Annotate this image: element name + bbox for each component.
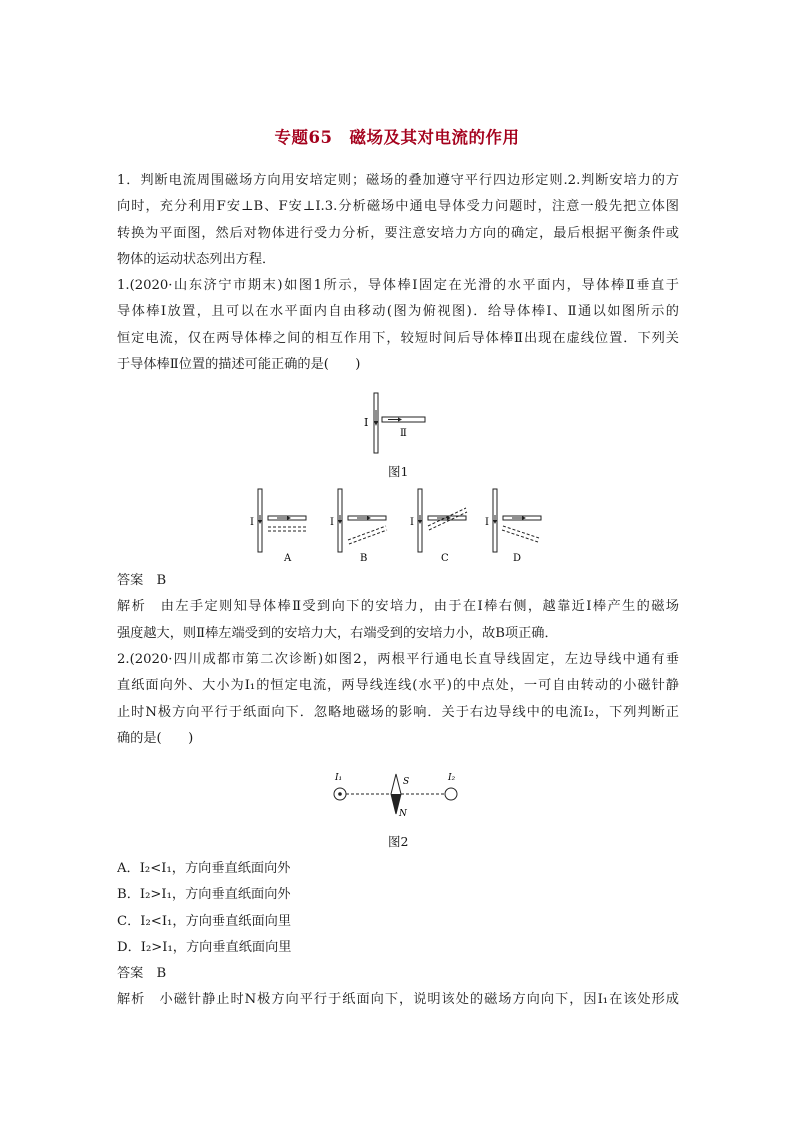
analysis-line: 解析 由左手定则知导体棒Ⅱ受到向下的安培力，由于在Ⅰ棒右侧，越靠近Ⅰ棒产生的磁场 — [117, 599, 679, 615]
question-line: 于导体棒Ⅱ位置的描述可能正确的是( ) — [117, 356, 361, 372]
option-b-label: B — [360, 553, 368, 564]
figure-2-caption: 图2 — [388, 834, 409, 849]
question-2 — [117, 647, 679, 752]
question-line: 直纸面向外、大小为I₁的恒定电流，两导线连线(水平)的中点处，一可自由转动的小磁针静 — [117, 678, 679, 694]
i2-label: I₂ — [448, 773, 456, 783]
figure-1-diagram — [360, 388, 440, 460]
figure-1-options — [245, 486, 555, 568]
option-b: B．I₂>I₁，方向垂直纸面向外 — [117, 887, 291, 903]
figure-1-caption: 图1 — [388, 464, 409, 479]
answer-line: 答案 B — [117, 573, 167, 588]
intro-line: 向时，充分利用F安⊥B、F安⊥I.3.分析磁场中通电导体受力问题时，注意一般先把立体图 — [117, 199, 679, 215]
intro-paragraph — [117, 168, 679, 273]
n-pole-label: N — [399, 809, 407, 819]
current-arrow-head-icon — [398, 418, 402, 422]
intro-line: 1．判断电流周围磁场方向用安培定则；磁场的叠加遵守平行四边形定则.2.判断安培力的方 — [117, 173, 679, 188]
question-line: 恒定电流，仅在两导体棒之间的相互作用下，较短时间后导体棒Ⅱ出现在虚线位置．下列关 — [117, 330, 679, 346]
rod-label: Ⅰ — [330, 517, 334, 528]
option-d-diagram — [485, 489, 541, 564]
option-d-label: D — [513, 553, 522, 564]
option-d: D．I₂>I₁，方向垂直纸面向里 — [117, 939, 292, 955]
option-b-diagram — [330, 489, 387, 564]
out-of-page-dot-icon — [338, 792, 342, 796]
question-line: 止时N极方向平行于纸面向下．忽略地磁场的影响．关于右边导线中的电流I₂，下列判断正 — [117, 704, 679, 720]
option-a-diagram — [250, 489, 306, 564]
rod-2-label: Ⅱ — [400, 428, 407, 439]
i1-label: I₁ — [335, 773, 343, 783]
page-title: 专题65 磁场及其对电流的作用 — [274, 128, 520, 147]
rod-1-label: Ⅰ — [364, 416, 369, 429]
question-2-options — [117, 856, 679, 1014]
question-line: 2.(2020·四川成都市第二次诊断)如图2，两根平行通电长直导线固定，左边导线中通有垂 — [117, 652, 679, 667]
question-1 — [117, 273, 679, 378]
figure-2-diagram — [328, 770, 468, 826]
intro-line: 物体的运动状态列出方程． — [117, 251, 276, 267]
question-line: 确的是( ) — [117, 730, 194, 746]
option-c-diagram — [410, 489, 467, 564]
option-a: A．I₂<I₁，方向垂直纸面向外 — [117, 861, 291, 876]
answer-line: 答案 B — [117, 966, 167, 982]
analysis-line: 强度越大，则Ⅱ棒左端受到的安培力大，右端受到的安培力小，故B项正确． — [117, 625, 558, 641]
option-a-label: A — [284, 553, 292, 564]
rod-label: Ⅰ — [250, 517, 254, 528]
wire-2-icon — [445, 788, 457, 800]
current-arrow-head-icon — [374, 421, 378, 426]
rod-label: Ⅰ — [485, 517, 489, 528]
question-1-answer — [117, 568, 679, 647]
option-c: C．I₂<I₁，方向垂直纸面向里 — [117, 913, 292, 929]
s-pole-label: S — [403, 777, 410, 787]
option-c-label: C — [441, 553, 449, 564]
analysis-line: 解析 小磁针静止时N极方向平行于纸面向下，说明该处的磁场方向向下，因I₁在该处形成 — [117, 992, 679, 1008]
rod-label: Ⅰ — [410, 517, 414, 528]
intro-line: 转换为平面图，然后对物体进行受力分析，要注意安培力方向的确定，最后根据平衡条件或 — [117, 225, 679, 241]
question-line: 导体棒Ⅰ放置，且可以在水平面内自由移动(图为俯视图)．给导体棒Ⅰ、Ⅱ通以如图所示的 — [117, 304, 679, 320]
question-line: 1.(2020·山东济宁市期末)如图1所示，导体棒Ⅰ固定在光滑的水平面内，导体棒Ⅱ垂直于 — [117, 278, 679, 293]
